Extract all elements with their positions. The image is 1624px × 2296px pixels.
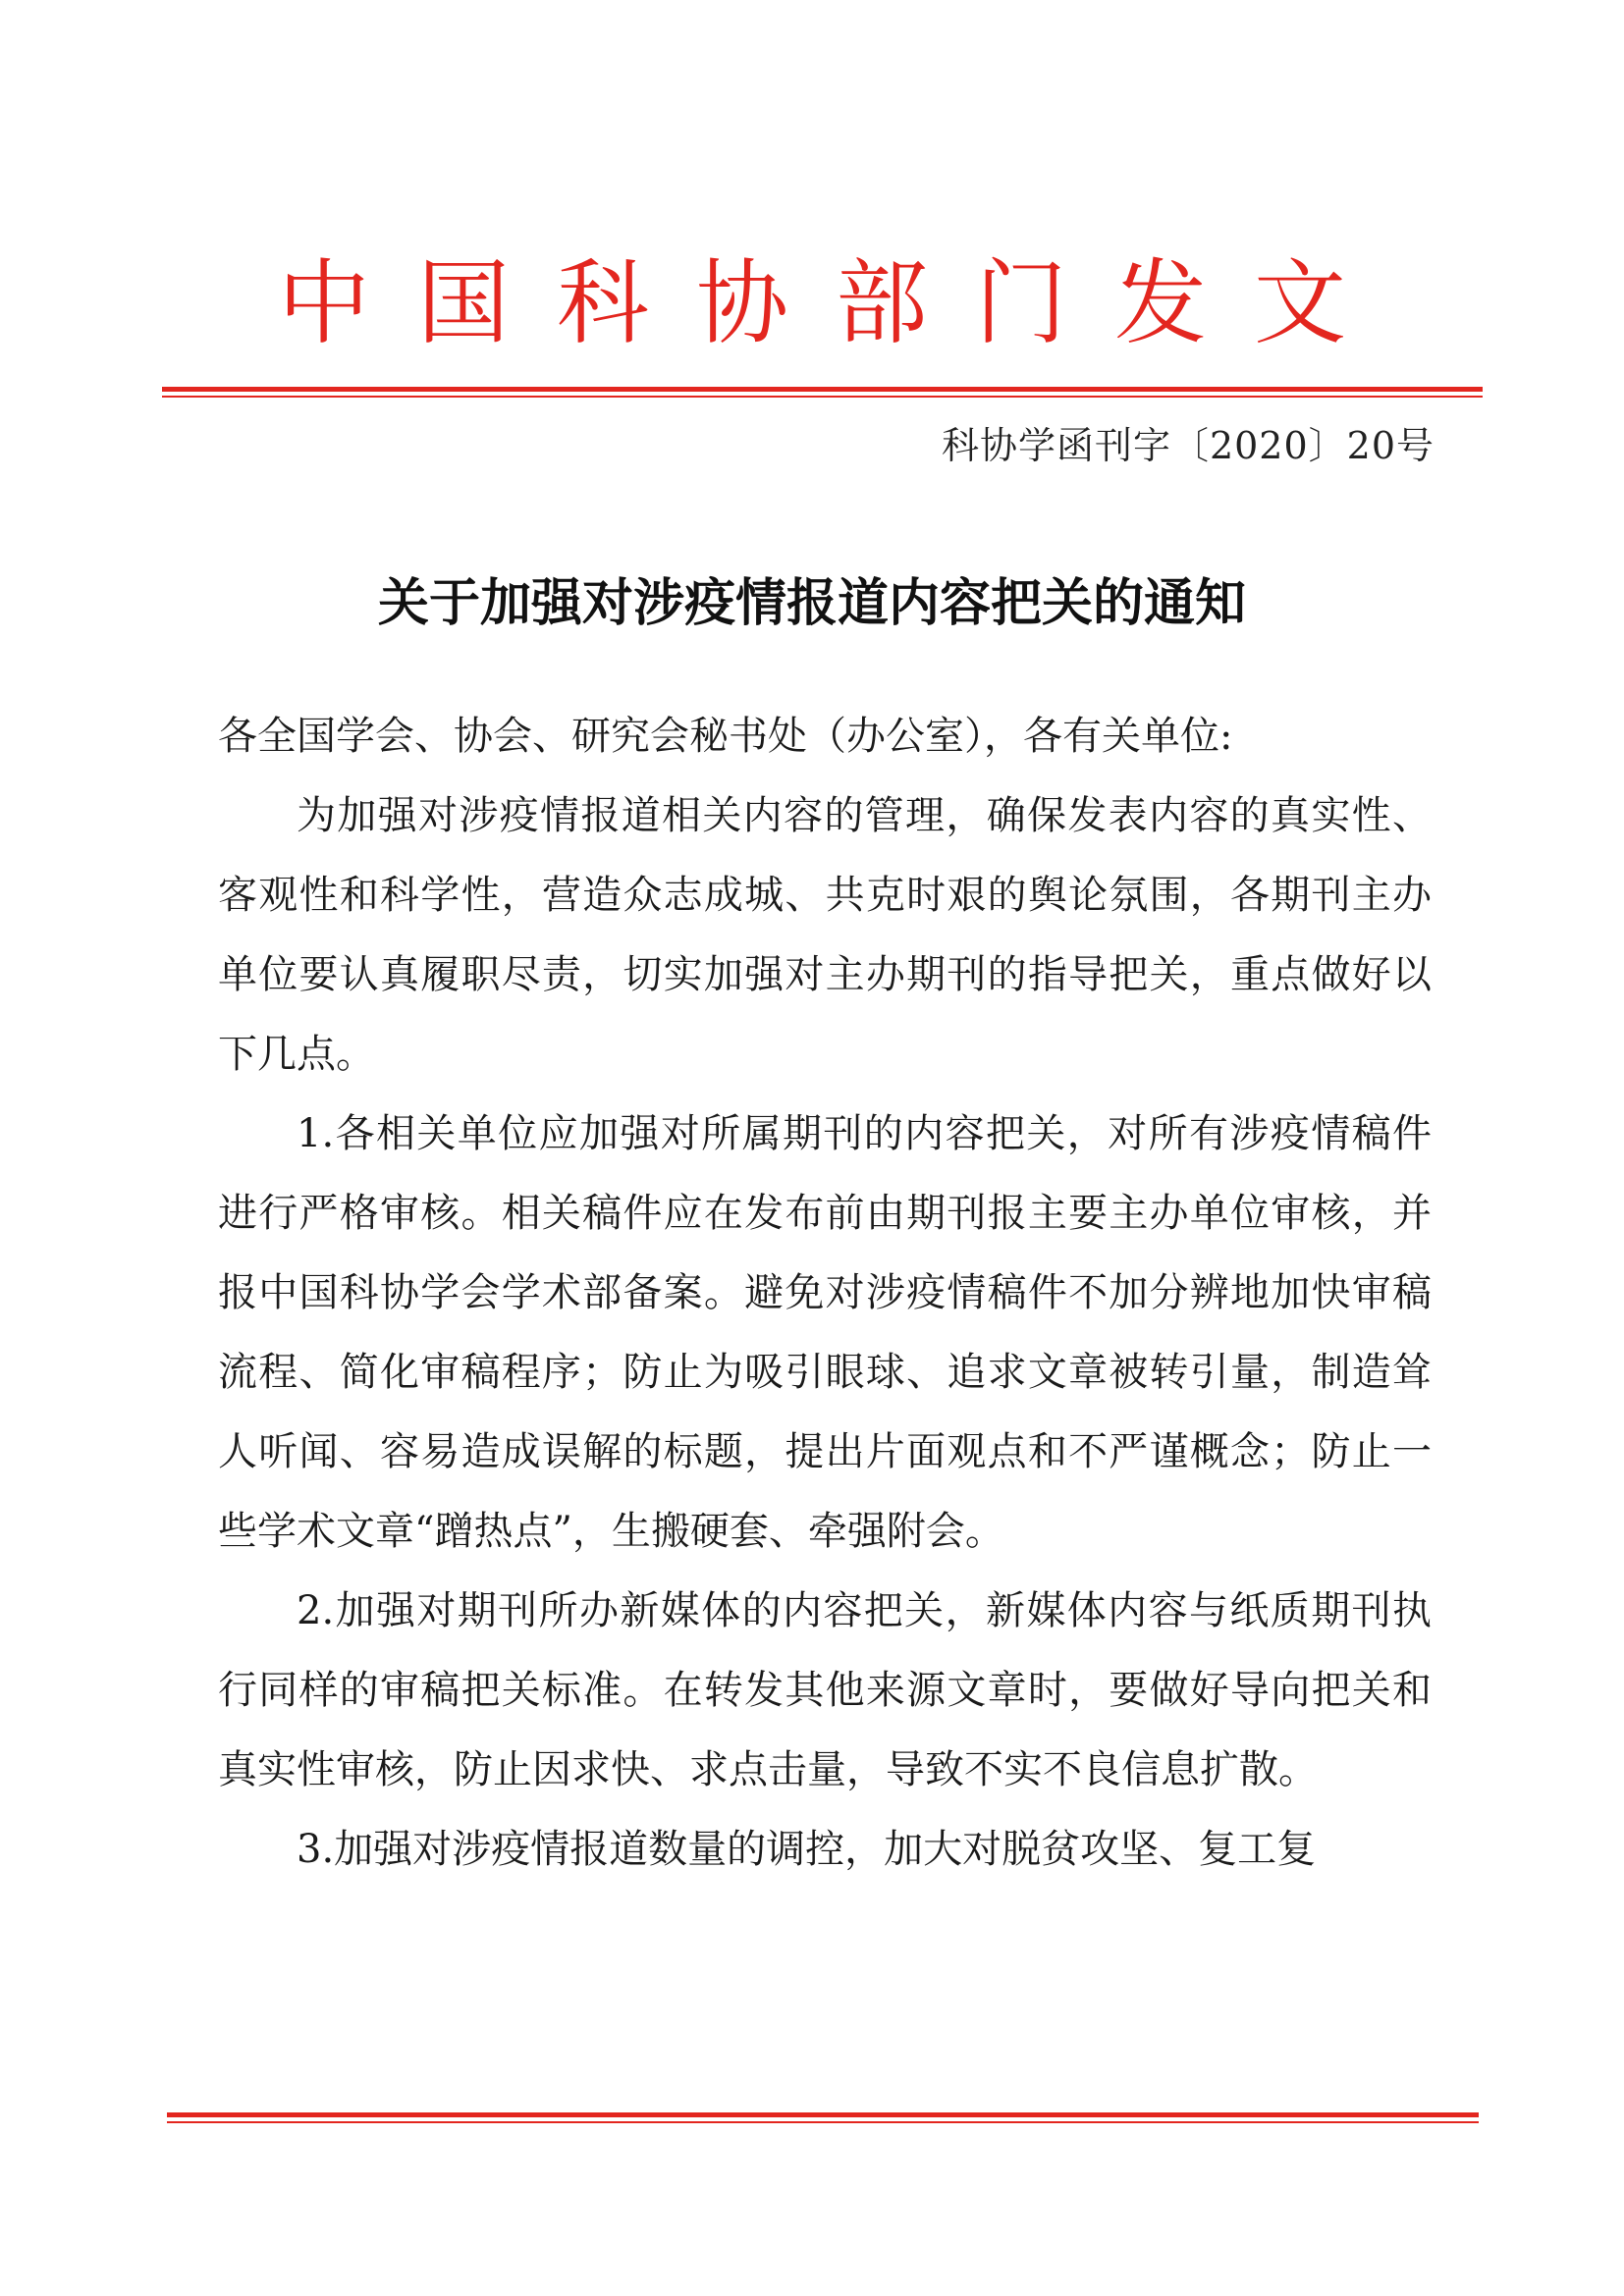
- document-body: [218, 697, 1432, 1890]
- item-paragraph-2: 2.加强对期刊所办新媒体的内容把关，新媒体内容与纸质期刊执行同样的审稿把关标准。在转发其他来源文章时，要做好导向把关和真实性审核，防止因求快、求点击量，导致不实不良信息扩散。: [218, 1588, 1432, 1792]
- header-divider-thin-line: [162, 396, 1483, 398]
- item-paragraph-3: 3.加强对涉疫情报道数量的调控，加大对脱贫攻坚、复工复: [297, 1827, 1317, 1872]
- footer-divider-thin-line: [167, 2121, 1479, 2123]
- document-number: 科协学函刊字〔2020〕20号: [941, 424, 1435, 467]
- header-divider: [162, 387, 1483, 398]
- intro-paragraph: 为加强对涉疫情报道相关内容的管理，确保发表内容的真实性、客观性和科学性，营造众志成城、共克时艰的舆论氛围，各期刊主办单位要认真履职尽责，切实加强对主办期刊的指导把关，重点做好以下几点。: [218, 793, 1432, 1077]
- footer-divider: [167, 2112, 1479, 2123]
- masthead-title: 中国科协部门发文: [277, 250, 1393, 357]
- header-divider-thick-line: [162, 387, 1483, 392]
- salutation: 各全国学会、协会、研究会秘书处（办公室），各有关单位:: [218, 714, 1233, 759]
- footer-divider-thick-line: [167, 2112, 1479, 2117]
- document-title: 关于加强对涉疫情报道内容把关的通知: [377, 574, 1246, 633]
- item-paragraph-1: 1.各相关单位应加强对所属期刊的内容把关，对所有涉疫情稿件进行严格审核。相关稿件应在发布前由期刊报主要主办单位审核，并报中国科协学会学术部备案。避免对涉疫情稿件不加分辨地加快审稿流程、简化审稿程序；防止为吸引眼球、追求文章被转引量，制造耸人听闻、容易造成误解的标题，提出片面观点和不严谨概念；防止一些学术文章“蹭热点”，生搬硬套、牵强附会。: [218, 1111, 1432, 1554]
